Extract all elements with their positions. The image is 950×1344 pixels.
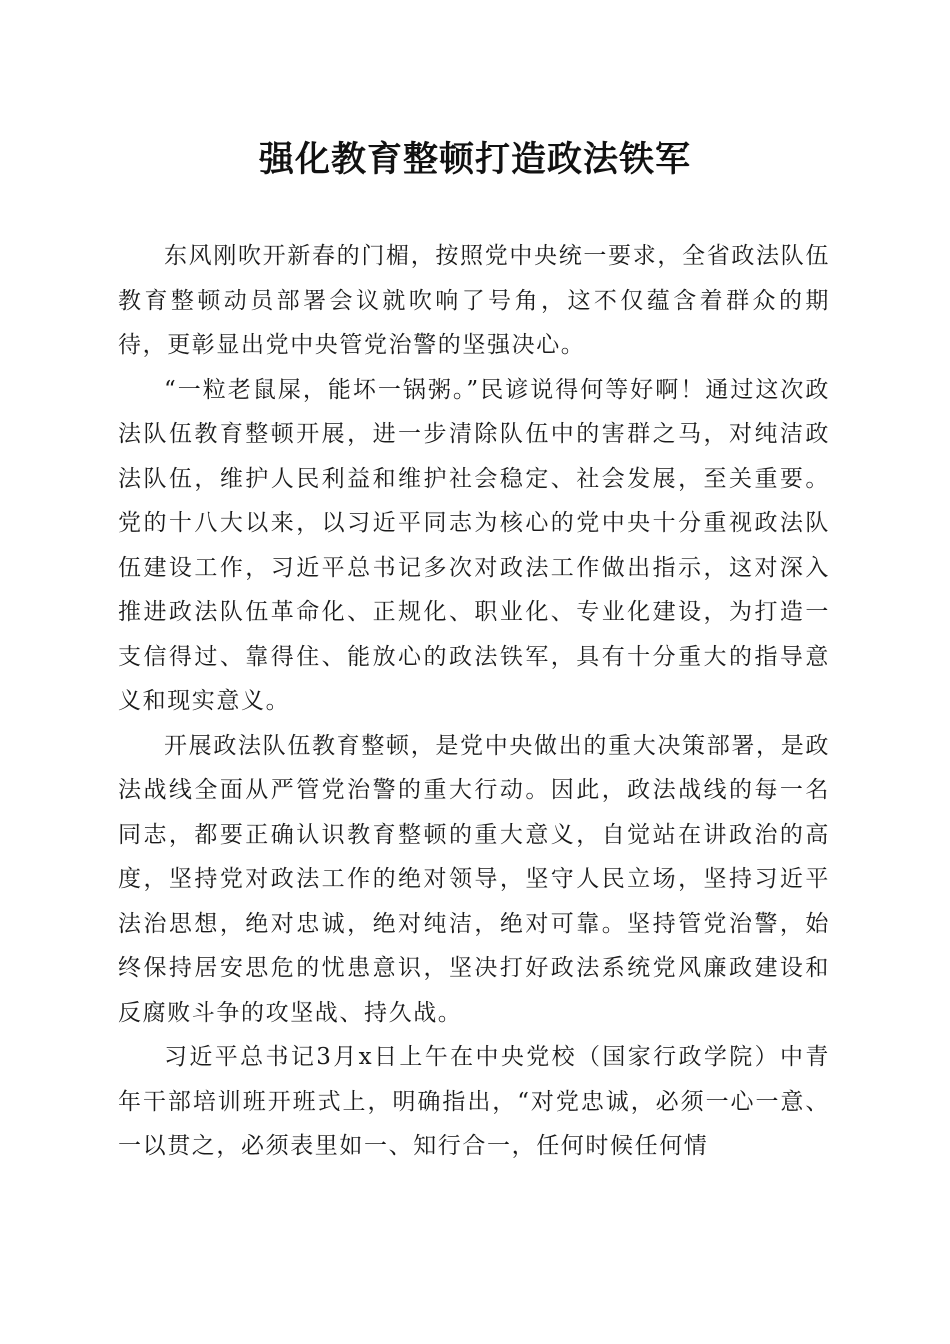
paragraph: 开展政法队伍教育整顿，是党中央做出的重大决策部署，是政法战线全面从严管党治警的重大行动。因此，政法战线的每一名同志，都要正确认识教育整顿的重大意义，自觉站在讲政治的高度，坚持党对政法工作的绝对领导，坚守人民立场，坚持习近平法治思想，绝对忠诚，绝对纯洁，绝对可靠。坚持管党治警，始终保持居安思危的忧患意识，坚决打好政法系统党风廉政建设和反腐败斗争的攻坚战、持久战。 — [118, 732, 830, 1026]
document-title: 强化教育整顿打造政法铁军 — [258, 139, 691, 180]
document-body — [118, 234, 830, 1169]
paragraph: 东风刚吹开新春的门楣，按照党中央统一要求，全省政法队伍教育整顿动员部署会议就吹响了号角，这不仅蕴含着群众的期待，更彰显出党中央管党治警的坚强决心。 — [118, 243, 830, 358]
paragraph: “一粒老鼠屎，能坏一锅粥。”民谚说得何等好啊！通过这次政法队伍教育整顿开展，进一步清除队伍中的害群之马，对纯洁政法队伍，维护人民利益和维护社会稳定、社会发展，至关重要。党的十八大以来，以习近平同志为核心的党中央十分重视政法队伍建设工作，习近平总书记多次对政法工作做出指示，这对深入推进政法队伍革命化、正规化、职业化、专业化建设，为打造一支信得过、靠得住、能放心的政法铁军，具有十分重大的指导意义和现实意义。 — [118, 376, 830, 714]
paragraph: 习近平总书记3月x日上午在中央党校（国家行政学院）中青年干部培训班开班式上，明确指出，“对党忠诚，必须一心一意、一以贯之，必须表里如一、知行合一，任何时候任何情 — [118, 1044, 830, 1159]
